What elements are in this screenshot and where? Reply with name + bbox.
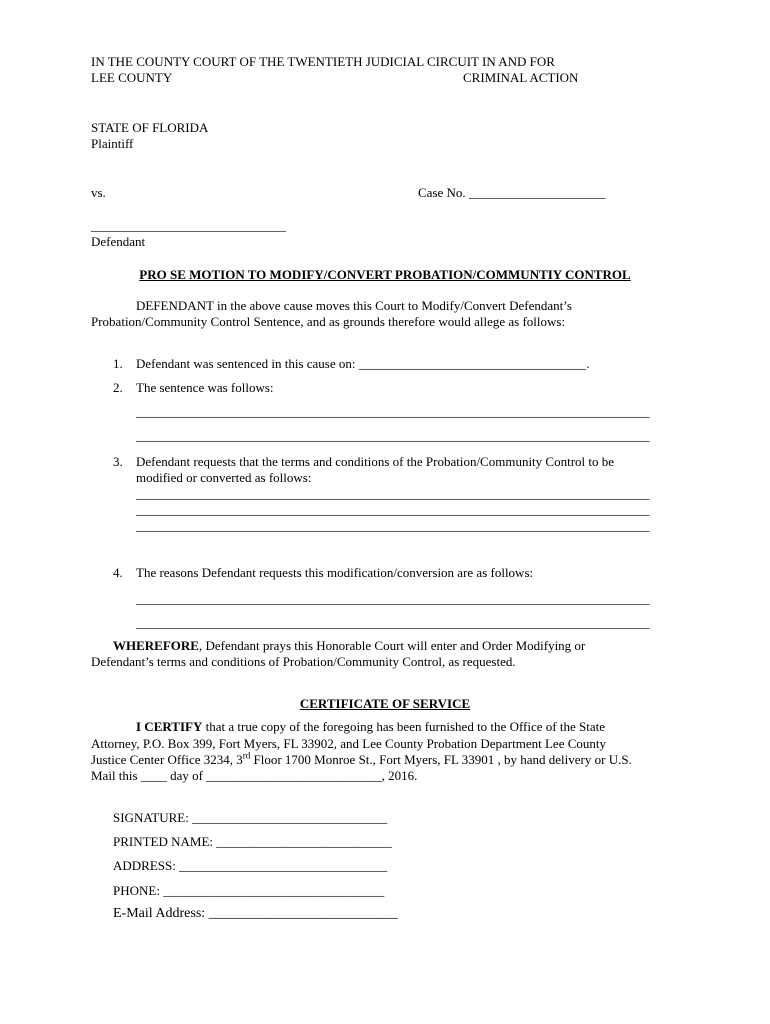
item-3-number: 3. bbox=[113, 454, 123, 469]
phone-field: PHONE: __________________________________ bbox=[113, 883, 385, 898]
item-4-number: 4. bbox=[113, 565, 123, 580]
item-3-blank-line-1: _______________________________________________________________________________ bbox=[136, 486, 650, 501]
certificate-line-1 bbox=[136, 719, 605, 735]
defendant-name-line: ______________________________ bbox=[91, 218, 286, 233]
item-1-text: Defendant was sentenced in this cause on: ___________________________________. bbox=[136, 356, 590, 371]
intro-line-2: Probation/Community Control Sentence, and as grounds therefore would allege as follows: bbox=[91, 314, 566, 329]
item-3-blank-line-3: _______________________________________________________________________________ bbox=[136, 518, 650, 533]
item-2-text: The sentence was follows: bbox=[136, 380, 274, 395]
certificate-text-1: that a true copy of the foregoing has been furnished to the Office of the State bbox=[202, 719, 605, 734]
court-heading: IN THE COUNTY COURT OF THE TWENTIETH JUDICIAL CIRCUIT IN AND FOR bbox=[91, 54, 555, 69]
address-field: ADDRESS: ________________________________ bbox=[113, 858, 388, 873]
wherefore-text: , Defendant prays this Honorable Court will enter and Order Modifying or bbox=[198, 638, 586, 653]
item-3-text-continued: modified or converted as follows: bbox=[136, 470, 312, 485]
item-2-blank-line-1: _______________________________________________________________________________ bbox=[136, 404, 650, 419]
email-field: E-Mail Address: ___________________________ bbox=[113, 906, 398, 921]
action-type: CRIMINAL ACTION bbox=[463, 70, 579, 85]
wherefore-keyword: WHEREFORE bbox=[113, 638, 199, 653]
wherefore-line-1 bbox=[113, 638, 585, 654]
case-number-field: Case No. _____________________ bbox=[418, 185, 606, 200]
county-name: LEE COUNTY bbox=[91, 70, 173, 85]
intro-line-1: DEFENDANT in the above cause moves this Court to Modify/Convert Defendant’s bbox=[136, 298, 572, 313]
motion-title: PRO SE MOTION TO MODIFY/CONVERT PROBATION/COMMUNTIY CONTROL bbox=[139, 267, 631, 282]
certify-keyword: I CERTIFY bbox=[136, 719, 203, 734]
item-2-number: 2. bbox=[113, 380, 123, 395]
item-3-text: Defendant requests that the terms and conditions of the Probation/Community Control to be bbox=[136, 454, 615, 469]
plaintiff-name: STATE OF FLORIDA bbox=[91, 120, 209, 135]
item-4-text: The reasons Defendant requests this modification/conversion are as follows: bbox=[136, 565, 534, 580]
item-4-blank-line-1: _______________________________________________________________________________ bbox=[136, 591, 650, 606]
certificate-text-3b: Floor 1700 Monroe St., Fort Myers, FL 33901 , by hand delivery or U.S. bbox=[250, 752, 632, 767]
certificate-line-3 bbox=[91, 752, 632, 768]
certificate-title: CERTIFICATE OF SERVICE bbox=[299, 696, 471, 711]
ordinal-superscript: rd bbox=[242, 750, 251, 761]
certificate-text-3a: Justice Center Office 3234, 3 bbox=[91, 752, 243, 767]
wherefore-line-2: Defendant’s terms and conditions of Probation/Community Control, as requested. bbox=[91, 654, 516, 669]
item-1-number: 1. bbox=[113, 356, 123, 371]
item-4-blank-line-2: _______________________________________________________________________________ bbox=[136, 615, 650, 630]
printed-name-field: PRINTED NAME: ___________________________ bbox=[113, 834, 392, 849]
item-2-blank-line-2: _______________________________________________________________________________ bbox=[136, 428, 650, 443]
certificate-line-4: Mail this ____ day of ___________________________, 2016. bbox=[91, 768, 418, 783]
versus-text: vs. bbox=[91, 185, 106, 200]
certificate-line-2: Attorney, P.O. Box 399, Fort Myers, FL 33902, and Lee County Probation Department Lee County bbox=[91, 736, 607, 751]
defendant-label: Defendant bbox=[91, 234, 146, 249]
signature-field: SIGNATURE: ______________________________ bbox=[113, 810, 388, 825]
item-3-blank-line-2: _______________________________________________________________________________ bbox=[136, 502, 650, 517]
plaintiff-label: Plaintiff bbox=[91, 136, 134, 151]
